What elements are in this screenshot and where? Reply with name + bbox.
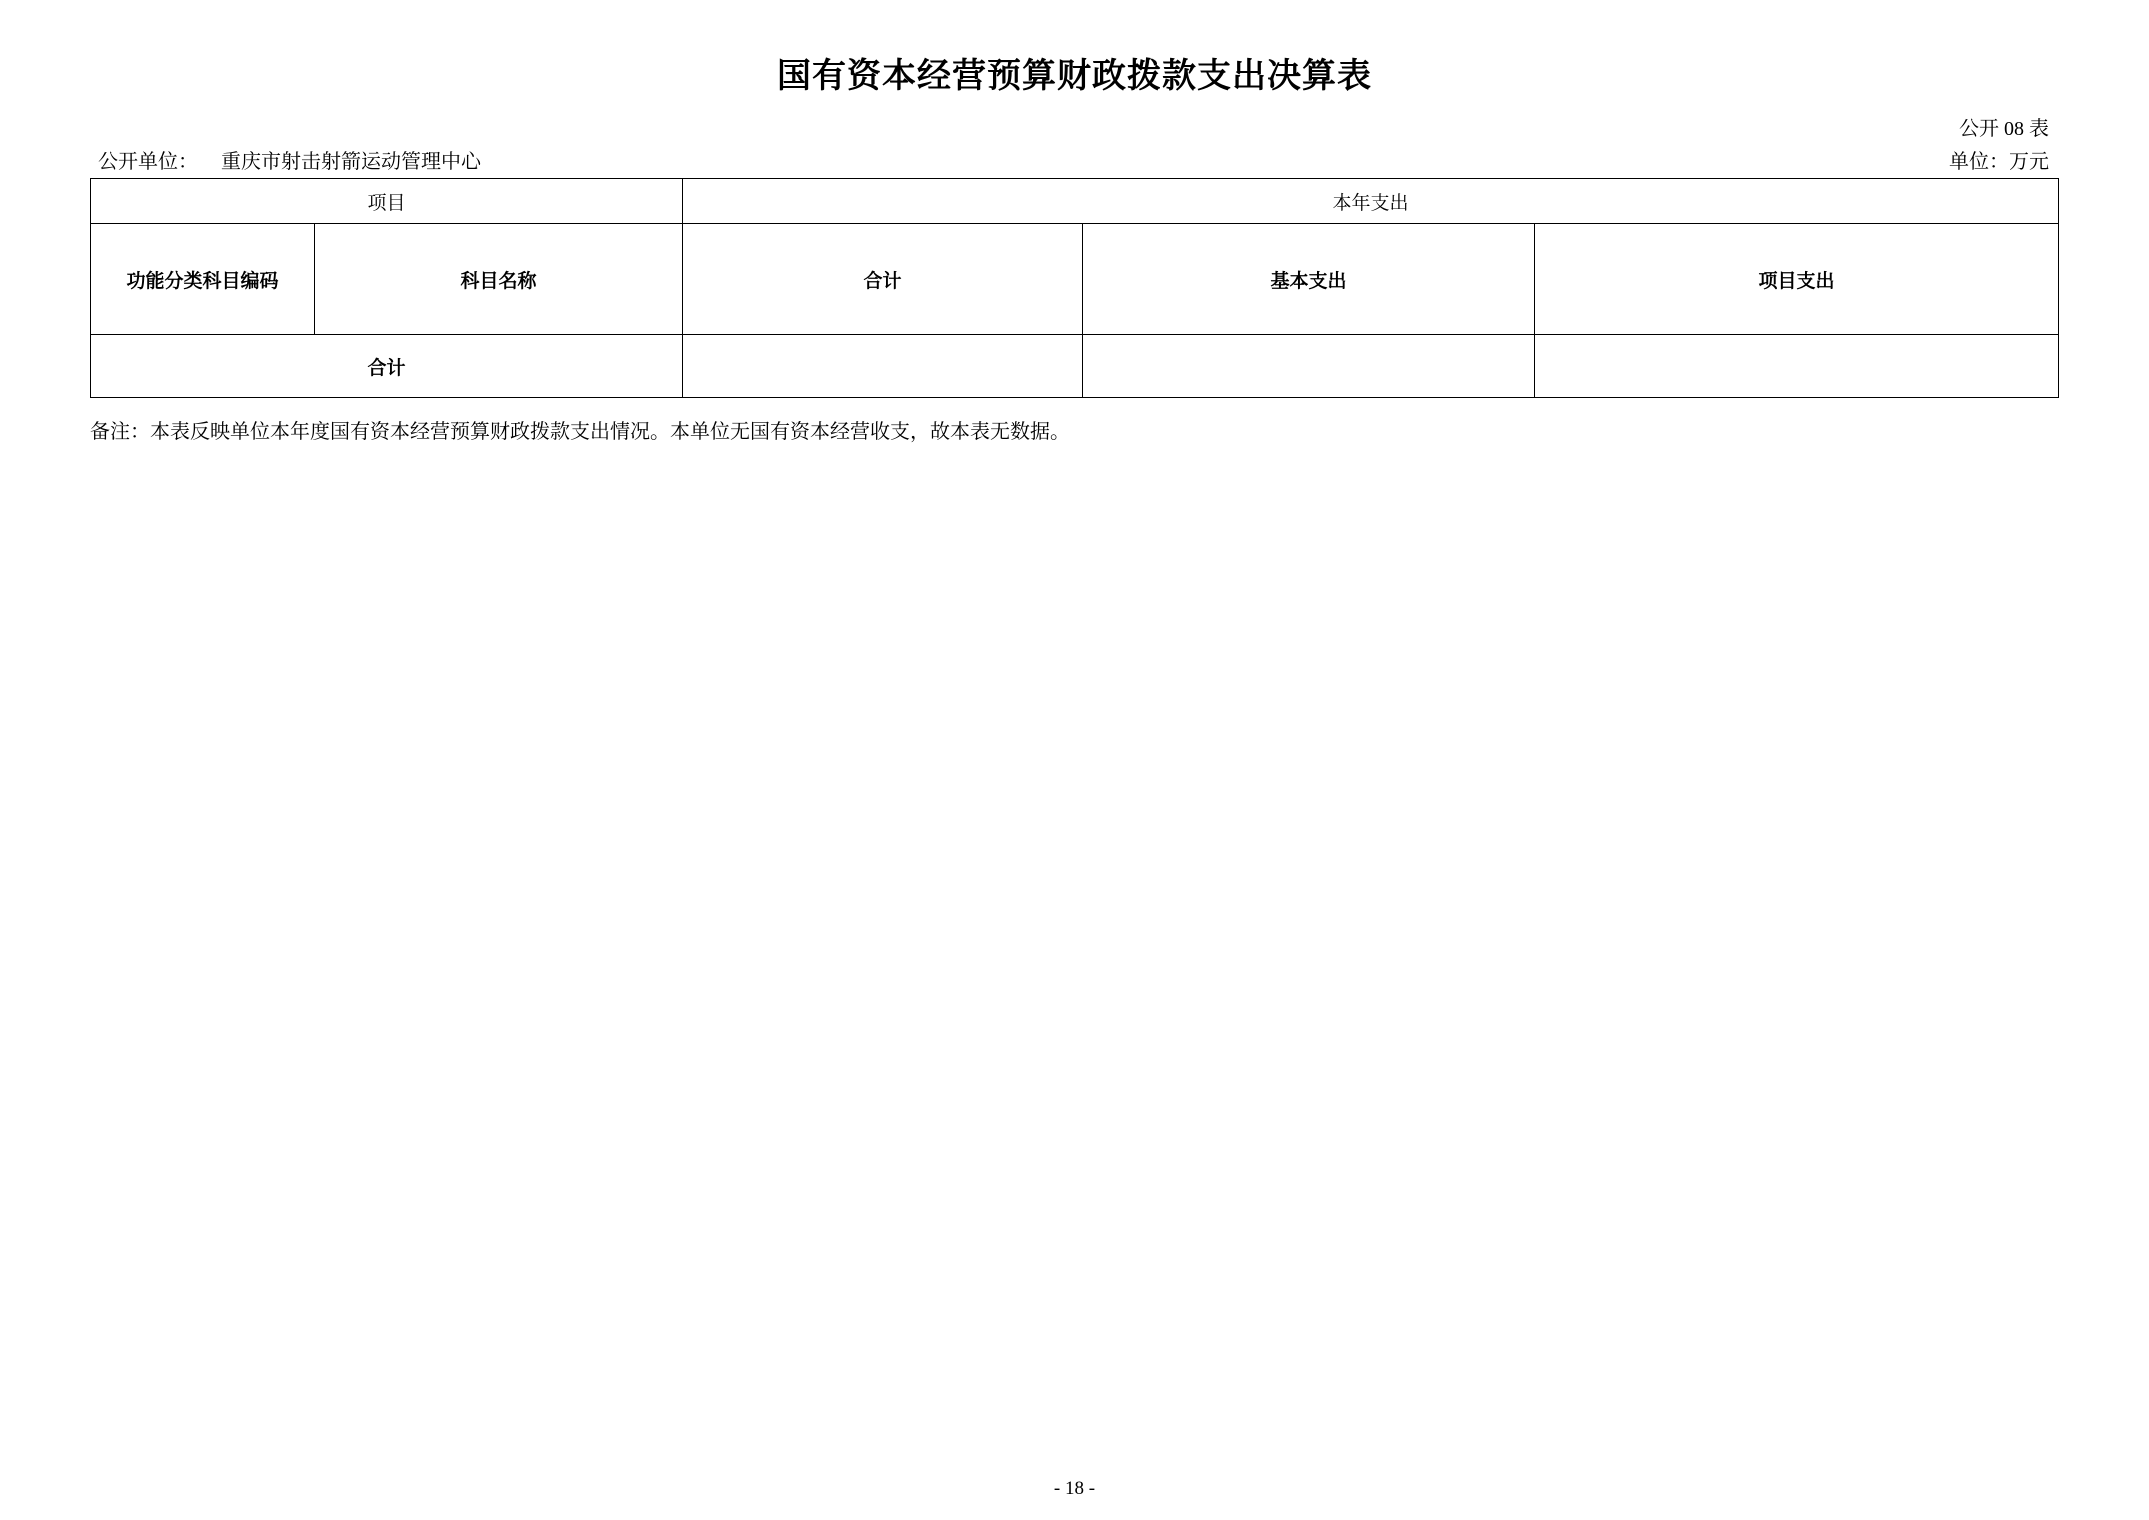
column-header-project-expenditure: 项目支出 [1535,224,2059,335]
budget-table [90,178,2059,398]
column-header-total: 合计 [683,224,1083,335]
table-remark: 备注：本表反映单位本年度国有资本经营预算财政拨款支出情况。本单位无国有资本经营收支，故本表无数据。 [90,421,1070,443]
total-row-total-value [683,335,1083,398]
org-unit-line [98,145,481,174]
total-row-label: 合计 [91,335,683,398]
sheet-number: 公开 08 表 [1959,118,2049,140]
total-row-basic-value [1083,335,1535,398]
currency-unit-note: 单位：万元 [1949,151,2049,173]
page-number: - 18 - [1053,1478,1096,1499]
org-unit-name: 重庆市射击射箭运动管理中心 [221,151,481,173]
column-header-function-code: 功能分类科目编码 [91,224,315,335]
group-header-item: 项目 [91,179,683,224]
total-row-project-value [1535,335,2059,398]
page-title: 国有资本经营预算财政拨款支出决算表 [777,57,1372,95]
table-column-header-row [91,224,2059,335]
column-header-subject-name: 科目名称 [315,224,683,335]
column-header-basic-expenditure: 基本支出 [1083,224,1535,335]
org-unit-label: 公开单位： [98,151,198,173]
table-group-header-row [91,179,2059,224]
table-row [91,335,2059,398]
group-header-current-year-expenditure: 本年支出 [683,179,2059,224]
